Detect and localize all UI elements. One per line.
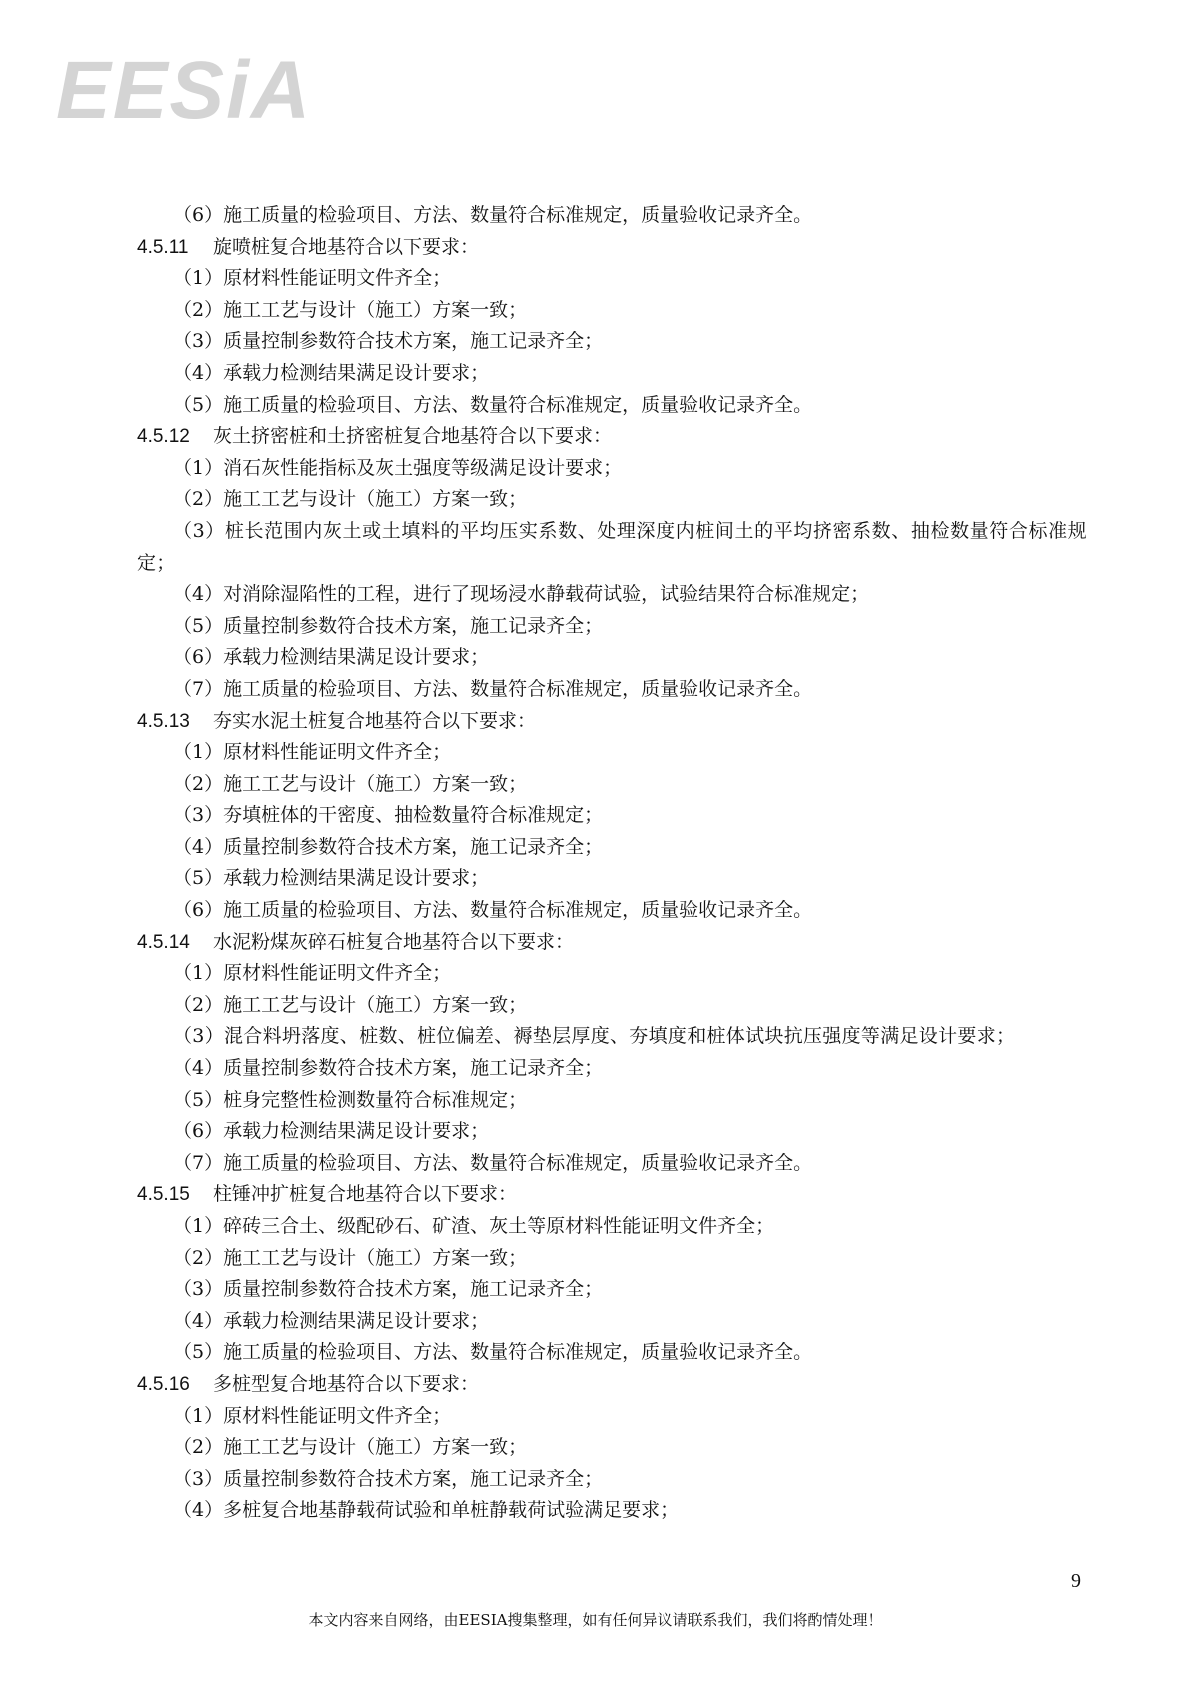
list-item: （4）质量控制参数符合技术方案，施工记录齐全； [173, 835, 604, 858]
clause-number: 4.5.13 [137, 710, 190, 732]
list-item: （3）质量控制参数符合技术方案，施工记录齐全； [173, 330, 604, 353]
list-item: （2）施工工艺与设计（施工）方案一致； [173, 993, 528, 1016]
clause-heading [137, 927, 1087, 959]
wrapped-list-item: （3）桩长范围内灰土或土填料的平均压实系数、处理深度内桩间土的平均挤密系数、抽检数量符合标准规定； [137, 519, 1087, 574]
list-item: （3）夯填桩体的干密度、抽检数量符合标准规定； [173, 804, 604, 827]
list-item: （1）原材料性能证明文件齐全； [173, 267, 452, 290]
clause-number: 4.5.16 [137, 1373, 190, 1395]
page-number: 9 [1071, 1570, 1081, 1592]
clause-title: 多桩型复合地基符合以下要求： [213, 1372, 480, 1395]
list-item: （4）承载力检测结果满足设计要求； [173, 1309, 490, 1332]
list-item: （5）质量控制参数符合技术方案，施工记录齐全； [173, 614, 604, 637]
footer-disclaimer: 本文内容来自网络，由EESIA搜集整理，如有任何异议请联系我们，我们将酌情处理！ [308, 1611, 883, 1629]
clause-title: 灰土挤密桩和土挤密桩复合地基符合以下要求： [213, 425, 613, 448]
list-item: （2）施工工艺与设计（施工）方案一致； [173, 1436, 528, 1459]
list-item: （6）承载力检测结果满足设计要求； [173, 1120, 490, 1143]
list-item: （5）桩身完整性检测数量符合标准规定； [173, 1088, 528, 1111]
list-item: （2）施工工艺与设计（施工）方案一致； [173, 1246, 528, 1269]
document-body [137, 200, 1087, 1527]
eesia-logo: EESiA [56, 45, 313, 136]
clause-title: 水泥粉煤灰碎石桩复合地基符合以下要求： [213, 930, 575, 953]
list-item: （4）承载力检测结果满足设计要求； [173, 361, 490, 384]
clause-title: 旋喷桩复合地基符合以下要求： [213, 235, 480, 258]
list-item: （3）质量控制参数符合技术方案，施工记录齐全； [173, 1467, 604, 1490]
list-item: （2）施工工艺与设计（施工）方案一致； [173, 488, 528, 511]
clause-heading [137, 232, 1087, 264]
list-item: （6）施工质量的检验项目、方法、数量符合标准规定，质量验收记录齐全。 [173, 204, 813, 226]
clause-number: 4.5.11 [137, 236, 189, 258]
list-item: （2）施工工艺与设计（施工）方案一致； [173, 772, 528, 795]
list-item: （6）施工质量的检验项目、方法、数量符合标准规定，质量验收记录齐全。 [173, 899, 813, 922]
list-item: （5）施工质量的检验项目、方法、数量符合标准规定，质量验收记录齐全。 [173, 1341, 813, 1364]
wrapped-list-item: （3）混合料坍落度、桩数、桩位偏差、褥垫层厚度、夯填度和桩体试块抗压强度等满足设计要求； [173, 1025, 1016, 1048]
clause-number: 4.5.15 [137, 1184, 190, 1206]
clause-heading [137, 706, 1087, 738]
list-item: （7）施工质量的检验项目、方法、数量符合标准规定，质量验收记录齐全。 [173, 677, 813, 700]
list-item: （1）原材料性能证明文件齐全； [173, 962, 452, 985]
clause-heading [137, 1179, 1087, 1211]
clause-heading [137, 421, 1087, 453]
list-item: （1）消石灰性能指标及灰土强度等级满足设计要求； [173, 456, 623, 479]
clause-number: 4.5.12 [137, 426, 190, 448]
clause-title: 夯实水泥土桩复合地基符合以下要求： [213, 709, 537, 732]
list-item: （5）承载力检测结果满足设计要求； [173, 867, 490, 890]
list-item: （1）碎砖三合土、级配砂石、矿渣、灰土等原材料性能证明文件齐全； [173, 1215, 775, 1237]
list-item: （7）施工质量的检验项目、方法、数量符合标准规定，质量验收记录齐全。 [173, 1151, 813, 1174]
list-item: （1）原材料性能证明文件齐全； [173, 741, 452, 764]
list-item: （1）原材料性能证明文件齐全； [173, 1404, 452, 1427]
list-item: （5）施工质量的检验项目、方法、数量符合标准规定，质量验收记录齐全。 [173, 393, 813, 416]
list-item: （4）质量控制参数符合技术方案，施工记录齐全； [173, 1057, 604, 1080]
list-item: （6）承载力检测结果满足设计要求； [173, 646, 490, 669]
list-item: （2）施工工艺与设计（施工）方案一致； [173, 298, 528, 321]
list-item: （4）多桩复合地基静载荷试验和单桩静载荷试验满足要求； [173, 1499, 680, 1522]
list-item: （4）对消除湿陷性的工程，进行了现场浸水静载荷试验，试验结果符合标准规定； [173, 583, 870, 606]
clause-number: 4.5.14 [137, 931, 190, 953]
clause-heading [137, 1369, 1087, 1401]
clause-title: 柱锤冲扩桩复合地基符合以下要求： [213, 1183, 518, 1206]
list-item: （3）质量控制参数符合技术方案，施工记录齐全； [173, 1278, 604, 1301]
